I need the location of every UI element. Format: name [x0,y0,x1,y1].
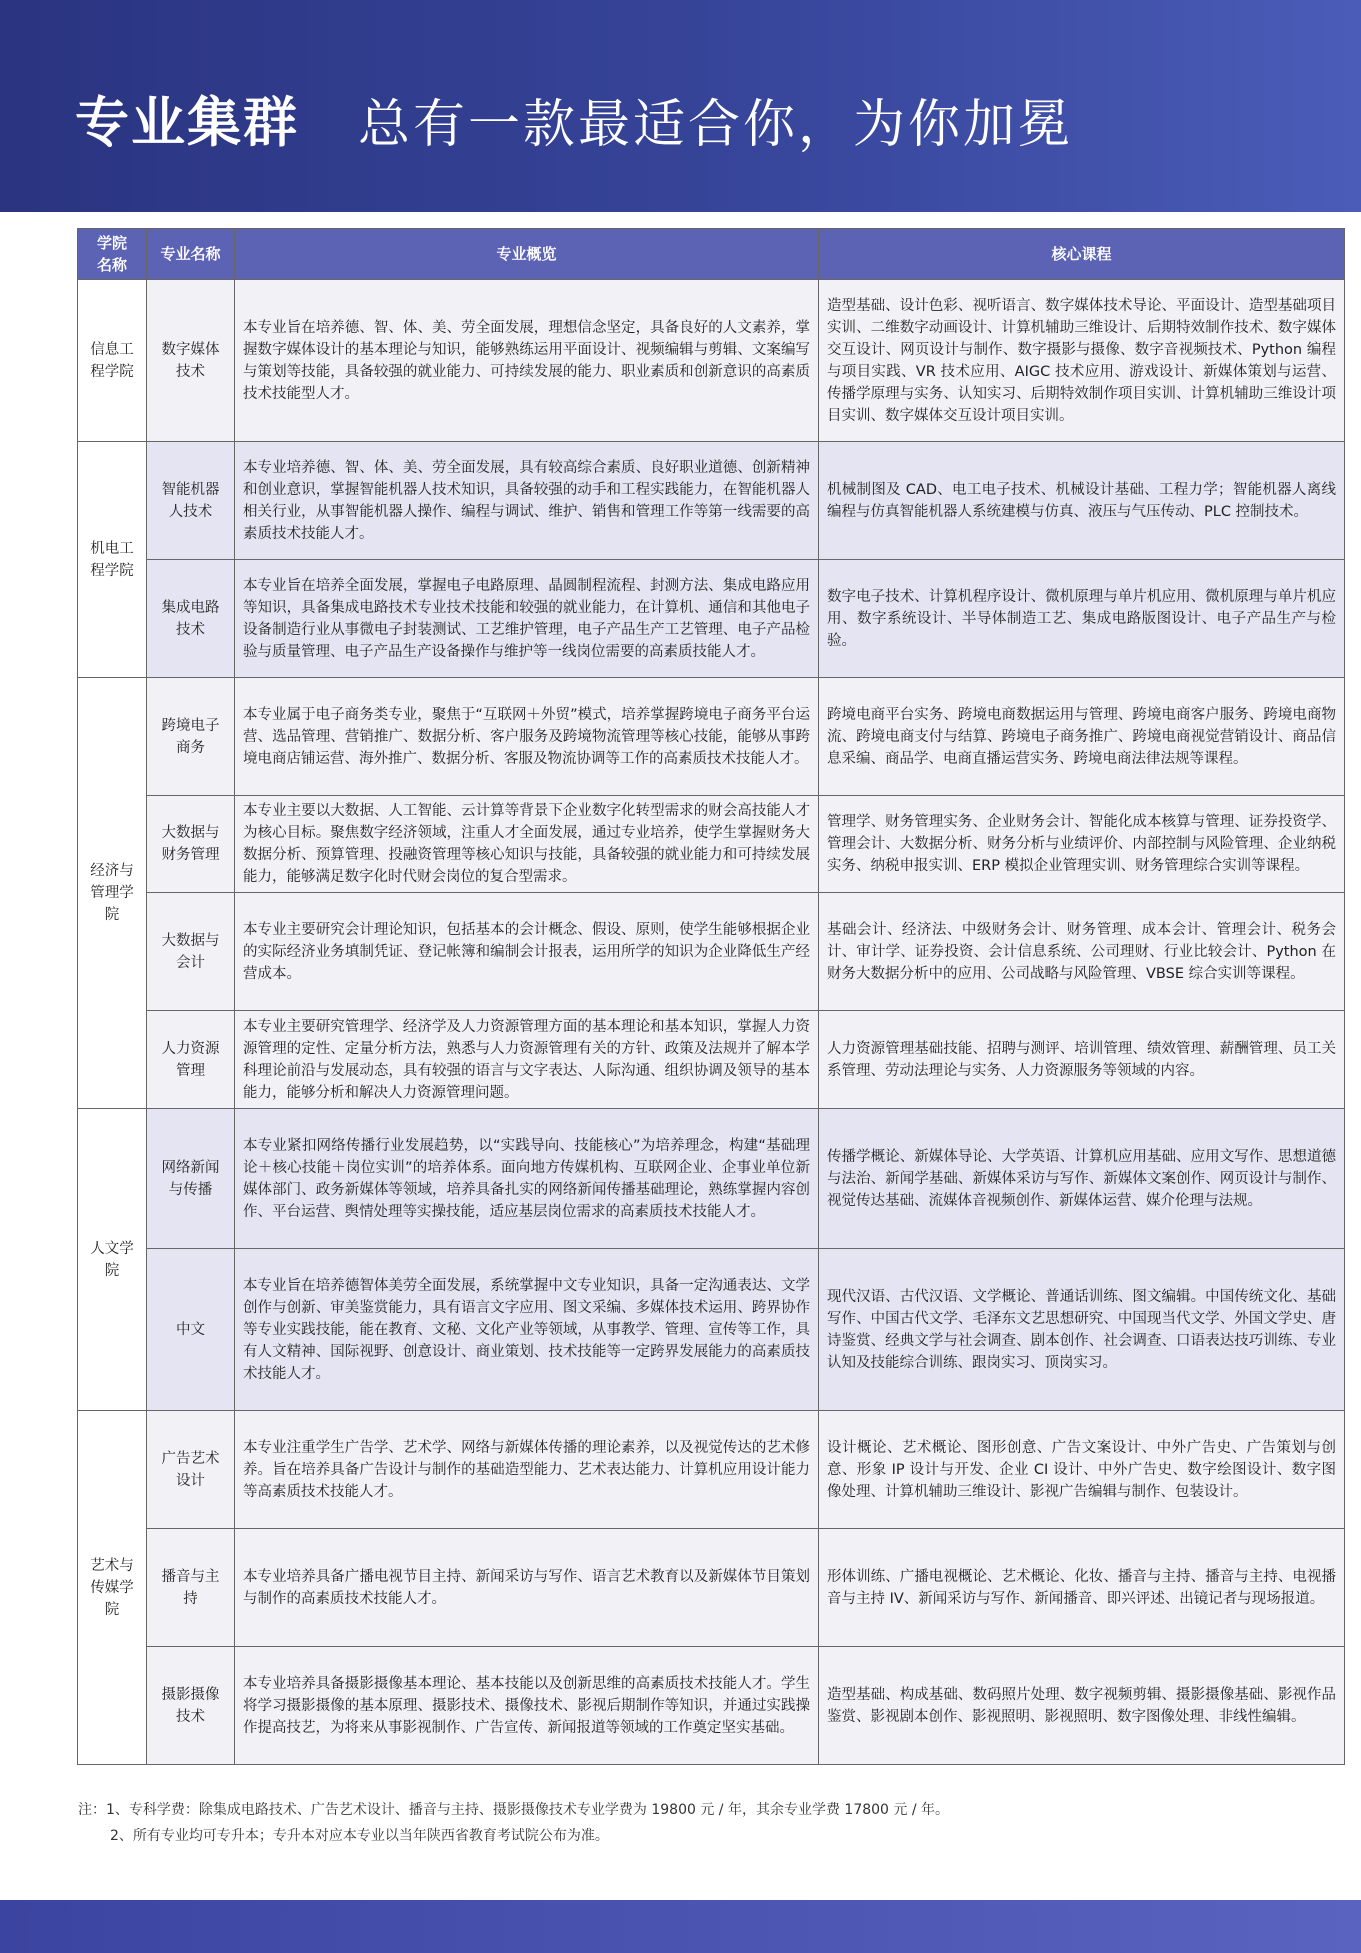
header-college: 学院名称 [78,229,147,280]
major-name: 数字媒体技术 [147,280,235,442]
header-major: 专业名称 [147,229,235,280]
table-row [78,1529,1345,1647]
college-cell: 经济与管理学院 [78,678,147,1109]
table-row [78,280,1345,442]
major-overview: 本专业旨在培养德智体美劳全面发展，系统掌握中文专业知识，具备一定沟通表达、文学创作与创新、审美鉴赏能力，具有语言文字应用、图文采编、多媒体技术运用、跨界协作等专业实践技能，能在教育、文秘、文化产业等领域，从事教学、管理、宣传等工作，具有人文精神、国际视野、创意设计、商业策划、技术技能等一定跨界发展能力的高素质技术技能人才。 [235,1249,819,1411]
major-name: 智能机器人技术 [147,442,235,560]
college-cell: 艺术与传媒学院 [78,1411,147,1765]
page-slogan: 总有一款最适合你，为你加冕 [358,95,1074,155]
college-cell: 机电工程学院 [78,442,147,678]
major-courses: 形体训练、广播电视概论、艺术概论、化妆、播音与主持、播音与主持、电视播音与主持 IV、新闻采访与写作、新闻播音、即兴评述、出镜记者与现场报道。 [819,1529,1345,1647]
table-row [78,1011,1345,1109]
major-overview: 本专业旨在培养全面发展，掌握电子电路原理、晶圆制程流程、封测方法、集成电路应用等知识，具备集成电路技术专业技术技能和较强的就业能力，在计算机、通信和其他电子设备制造行业从事微电子封装测试、工艺维护管理，电子产品生产工艺管理、电子产品检验与质量管理、电子产品生产设备操作与维护等一线岗位需要的高素质技能人才。 [235,560,819,678]
table-row [78,893,1345,1011]
major-name: 广告艺术设计 [147,1411,235,1529]
major-name: 集成电路技术 [147,560,235,678]
major-name: 网络新闻与传播 [147,1109,235,1249]
table-row [78,560,1345,678]
college-cell: 人文学院 [78,1109,147,1411]
major-name: 摄影摄像技术 [147,1647,235,1765]
table-header-row [78,229,1345,280]
major-name: 跨境电子商务 [147,678,235,796]
major-overview: 本专业紧扣网络传播行业发展趋势，以“实践导向、技能核心”为培养理念，构建“基础理论＋核心技能＋岗位实训”的培养体系。面向地方传媒机构、互联网企业、企事业单位新媒体部门、政务新媒体等领域，培养具备扎实的网络新闻传播基础理论，熟练掌握内容创作、平台运营、舆情处理等实操技能，适应基层岗位需求的高素质技术技能人才。 [235,1109,819,1249]
major-name: 人力资源管理 [147,1011,235,1109]
table-row [78,678,1345,796]
major-courses: 基础会计、经济法、中级财务会计、财务管理、成本会计、管理会计、税务会计、审计学、证券投资、会计信息系统、公司理财、行业比较会计、Python 在财务大数据分析中的应用、公司战略与风险管理、VBSE 综合实训等课程。 [819,893,1345,1011]
major-courses: 造型基础、设计色彩、视听语言、数字媒体技术导论、平面设计、造型基础项目实训、二维数字动画设计、计算机辅助三维设计、后期特效制作技术、数字媒体交互设计、网页设计与制作、数字摄影与摄像、数字音视频技术、Python 编程与项目实践、VR 技术应用、AIGC 技术应用、游戏设计、新媒体策划与运营、传播学原理与实务、认知实习、后期特效制作项目实训、计算机辅助三维设计项目实训、数字媒体交互设计项目实训。 [819,280,1345,442]
major-overview: 本专业属于电子商务类专业，聚焦于“互联网＋外贸”模式，培养掌握跨境电子商务平台运营、选品管理、营销推广、数据分析、客户服务及跨境物流管理等核心技能，能够从事跨境电商店铺运营、海外推广、数据分析、客服及物流协调等工作的高素质技术技能人才。 [235,678,819,796]
table-row [78,442,1345,560]
major-name: 大数据与财务管理 [147,796,235,893]
major-courses: 管理学、财务管理实务、企业财务会计、智能化成本核算与管理、证券投资学、管理会计、大数据分析、财务分析与业绩评价、内部控制与风险管理、企业纳税实务、纳税申报实训、ERP 模拟企业管理实训、财务管理综合实训等课程。 [819,796,1345,893]
table-row [78,1249,1345,1411]
major-courses: 数字电子技术、计算机程序设计、微机原理与单片机应用、微机原理与单片机应用、数字系统设计、半导体制造工艺、集成电路版图设计、电子产品生产与检验。 [819,560,1345,678]
major-name: 中文 [147,1249,235,1411]
major-overview: 本专业主要以大数据、人工智能、云计算等背景下企业数字化转型需求的财会高技能人才为核心目标。聚焦数字经济领域，注重人才全面发展，通过专业培养，使学生掌握财务大数据分析、预算管理、投融资管理等核心知识与技能，具备较强的就业能力和可持续发展能力，能够满足数字化时代财会岗位的复合型需求。 [235,796,819,893]
major-courses: 跨境电商平台实务、跨境电商数据运用与管理、跨境电商客户服务、跨境电商物流、跨境电商支付与结算、跨境电子商务推广、跨境电商视觉营销设计、商品信息采编、商品学、电商直播运营实务、跨境电商法律法规等课程。 [819,678,1345,796]
major-overview: 本专业培养具备摄影摄像基本理论、基本技能以及创新思维的高素质技术技能人才。学生将学习摄影摄像的基本原理、摄影技术、摄像技术、影视后期制作等知识，并通过实践操作提高技艺，为将来从事影视制作、广告宣传、新闻报道等领域的工作奠定坚实基础。 [235,1647,819,1765]
major-name: 大数据与会计 [147,893,235,1011]
majors-table [77,228,1345,1765]
table-row [78,1411,1345,1529]
major-overview: 本专业旨在培养德、智、体、美、劳全面发展，理想信念坚定，具备良好的人文素养，掌握数字媒体设计的基本理论与知识，能够熟练运用平面设计、视频编辑与剪辑、文案编写与策划等技能，具备较强的就业能力、可持续发展的能力、职业素质和创新意识的高素质技术技能型人才。 [235,280,819,442]
major-overview: 本专业注重学生广告学、艺术学、网络与新媒体传播的理论素养，以及视觉传达的艺术修养。旨在培养具备广告设计与制作的基础造型能力、艺术表达能力、计算机应用设计能力等高素质技术技能人才。 [235,1411,819,1529]
major-overview: 本专业培养具备广播电视节目主持、新闻采访与写作、语言艺术教育以及新媒体节目策划与制作的高素质技术技能人才。 [235,1529,819,1647]
major-courses: 机械制图及 CAD、电工电子技术、机械设计基础、工程力学；智能机器人离线编程与仿真智能机器人系统建模与仿真、液压与气压传动、PLC 控制技术。 [819,442,1345,560]
header-banner [0,0,1361,212]
table-row [78,1647,1345,1765]
header-courses: 核心课程 [819,229,1345,280]
major-overview: 本专业主要研究会计理论知识，包括基本的会计概念、假设、原则，使学生能够根据企业的实际经济业务填制凭证、登记帐簿和编制会计报表，运用所学的知识为企业降低生产经营成本。 [235,893,819,1011]
major-courses: 造型基础、构成基础、数码照片处理、数字视频剪辑、摄影摄像基础、影视作品鉴赏、影视剧本创作、影视照明、影视照明、数字图像处理、非线性编辑。 [819,1647,1345,1765]
footnote-1: 注：1、专科学费：除集成电路技术、广告艺术设计、播音与主持、摄影摄像技术专业学费为 19800 元 / 年，其余专业学费 17800 元 / 年。 [78,1802,950,1818]
major-courses: 现代汉语、古代汉语、文学概论、普通话训练、图文编辑。中国传统文化、基础写作、中国古代文学、毛泽东文艺思想研究、中国现当代文学、外国文学史、唐诗鉴赏、经典文学与社会调查、剧本创作、社会调查、口语表达技巧训练、专业认知及技能综合训练、跟岗实习、顶岗实习。 [819,1249,1345,1411]
major-courses: 传播学概论、新媒体导论、大学英语、计算机应用基础、应用文写作、思想道德与法治、新闻学基础、新媒体采访与写作、新媒体文案创作、网页设计与制作、视觉传达基础、流媒体音视频创作、新媒体运营、媒介伦理与法规。 [819,1109,1345,1249]
table-row [78,796,1345,893]
major-courses: 人力资源管理基础技能、招聘与测评、培训管理、绩效管理、薪酬管理、员工关系管理、劳动法理论与实务、人力资源服务等领域的内容。 [819,1011,1345,1109]
footnotes [78,1797,949,1849]
college-cell: 信息工程学院 [78,280,147,442]
table-row [78,1109,1345,1249]
major-name: 播音与主持 [147,1529,235,1647]
header-overview: 专业概览 [235,229,819,280]
major-overview: 本专业主要研究管理学、经济学及人力资源管理方面的基本理论和基本知识，掌握人力资源管理的定性、定量分析方法，熟悉与人力资源管理有关的方针、政策及法规并了解本学科理论前沿与发展动态，具有较强的语言与文字表达、人际沟通、组织协调及领导的基本能力，能够分析和解决人力资源管理问题。 [235,1011,819,1109]
page-title: 专业集群 [75,91,299,154]
major-courses: 设计概论、艺术概论、图形创意、广告文案设计、中外广告史、广告策划与创意、形象 IP 设计与开发、企业 CI 设计、中外广告史、数字绘图设计、数字图像处理、计算机辅助三维设计、影视广告编辑与制作、包装设计。 [819,1411,1345,1529]
footnote-2: 2、所有专业均可专升本；专升本对应本专业以当年陕西省教育考试院公布为准。 [110,1828,609,1844]
major-overview: 本专业培养德、智、体、美、劳全面发展，具有较高综合素质、良好职业道德、创新精神和创业意识，掌握智能机器人技术知识，具备较强的动手和工程实践能力，在智能机器人相关行业，从事智能机器人操作、编程与调试、维护、销售和管理工作等第一线需要的高素质技术技能人才。 [235,442,819,560]
footer-band [0,1900,1361,1953]
